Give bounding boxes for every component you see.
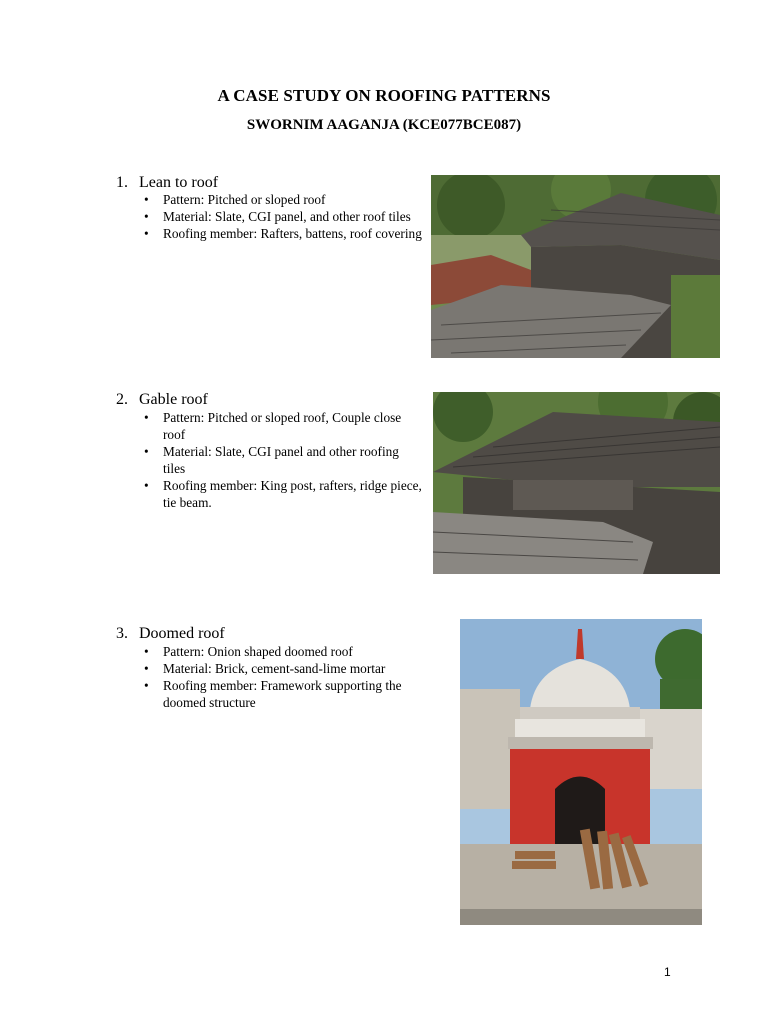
bullet-list (140, 191, 422, 242)
author-line: SWORNIM AAGANJA (KCE077BCE087) (246, 117, 522, 133)
section-number: 1. (116, 174, 128, 191)
bullet-icon: • (144, 444, 149, 459)
list-item (140, 191, 422, 208)
section-title: Lean to roof (139, 174, 219, 191)
list-item-text: Roofing member: Framework supporting the doomed structure (163, 678, 402, 710)
list-item (140, 443, 422, 477)
list-item (140, 677, 422, 711)
list-item-text: Roofing member: Rafters, battens, roof covering (163, 226, 422, 241)
bullet-icon: • (144, 678, 149, 693)
list-item (140, 225, 422, 242)
document-title: A CASE STUDY ON ROOFING PATTERNS (217, 86, 551, 105)
section-title: Doomed roof (139, 625, 225, 642)
section-heading (116, 391, 208, 409)
section-heading (116, 625, 225, 643)
list-item-text: Pattern: Pitched or sloped roof (163, 192, 326, 207)
list-item-text: Roofing member: King post, rafters, ridge piece, tie beam. (163, 478, 422, 510)
list-item (140, 208, 422, 225)
list-item-text: Material: Brick, cement-sand-lime mortar (163, 661, 386, 676)
lean-to-roof-photo (431, 175, 720, 358)
section-number: 3. (116, 625, 128, 642)
bullet-icon: • (144, 410, 149, 425)
bullet-icon: • (144, 478, 149, 493)
bullet-list (140, 409, 422, 511)
gable-roof-photo (433, 392, 720, 574)
list-item-text: Pattern: Onion shaped doomed roof (163, 644, 353, 659)
bullet-icon: • (144, 209, 149, 224)
section-number: 2. (116, 391, 128, 408)
list-item-text: Material: Slate, CGI panel, and other roof tiles (163, 209, 411, 224)
bullet-icon: • (144, 226, 149, 241)
list-item (140, 409, 422, 443)
page-number: 1 (664, 965, 671, 979)
doomed-roof-photo (460, 619, 702, 925)
list-item-text: Material: Slate, CGI panel and other roofing tiles (163, 444, 399, 476)
list-item (140, 643, 422, 660)
bullet-list (140, 643, 422, 711)
section-heading (116, 174, 218, 192)
bullet-icon: • (144, 644, 149, 659)
bullet-icon: • (144, 661, 149, 676)
section-title: Gable roof (139, 391, 208, 408)
list-item (140, 660, 422, 677)
list-item (140, 477, 422, 511)
list-item-text: Pattern: Pitched or sloped roof, Couple close roof (163, 410, 402, 442)
bullet-icon: • (144, 192, 149, 207)
